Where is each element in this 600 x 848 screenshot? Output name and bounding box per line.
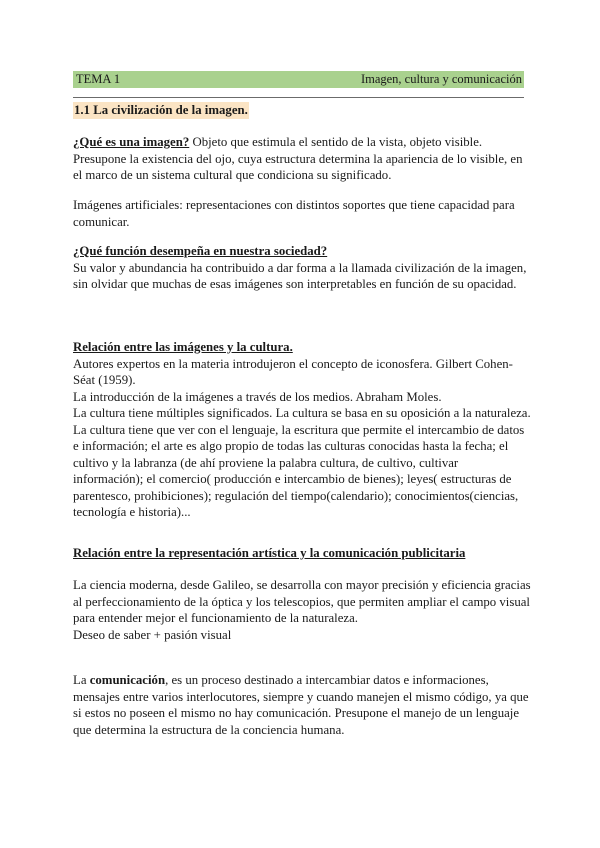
art-block bbox=[73, 577, 531, 643]
artificial-images-paragraph bbox=[73, 197, 531, 230]
answer-society-function: Su valor y abundancia ha contribuido a dar forma a la llamada civilización de la imagen, sin olvidar que muchas de esas imágenes son interpretables en función de su opacidad. bbox=[73, 260, 527, 291]
topic-title: Imagen, cultura y comunicación bbox=[360, 72, 522, 86]
question-society-function: ¿Qué función desempeña en nuestra sociedad? bbox=[73, 244, 328, 258]
artificial-images-text: Imágenes artificiales: representaciones con distintos soportes que tiene capacidad para comunicar. bbox=[73, 198, 515, 229]
art-paragraph-2: Deseo de saber + pasión visual bbox=[73, 627, 232, 642]
art-heading: Relación entre la representación artística y la comunicación publicitaria bbox=[73, 546, 466, 560]
society-function-block bbox=[73, 243, 531, 293]
culture-block bbox=[73, 339, 531, 521]
what-is-image-block bbox=[73, 134, 531, 184]
art-heading-block bbox=[73, 545, 531, 562]
header-bar bbox=[73, 71, 524, 88]
answer-what-is-image: Objeto que estimula el sentido de la vista, objeto visible. Presupone la existencia del ojo, cuya estructura determina la apariencia de lo visible, en el marco de un sistema cultural que condiciona su significado. bbox=[73, 135, 523, 182]
communication-intro: La bbox=[73, 673, 90, 687]
culture-paragraph-2: La introducción de la imágenes a través de los medios. Abraham Moles. bbox=[73, 389, 442, 404]
header-divider bbox=[73, 97, 524, 98]
section-title: 1.1 La civilización de la imagen. bbox=[74, 103, 248, 117]
culture-heading: Relación entre las imágenes y la cultura. bbox=[73, 340, 293, 354]
communication-term: comunicación bbox=[89, 673, 166, 687]
culture-paragraph-1: Autores expertos en la materia introdujeron el concepto de iconosfera. Gilbert Cohen-Séat (1959). bbox=[73, 356, 513, 387]
culture-paragraph-3: La cultura tiene múltiples significados. La cultura se basa en su oposición a la naturaleza. La cultura tiene que ver con el lenguaje, la escritura que permite el intercambio de datos e información; el arte es algo propio de todas las culturas conocidas hasta la fecha; el cultivo y la labranza (de ahí proviene la palabra cultura, de cultivo, cultivar información); el comercio( producción e intercambio de bienes); leyes( estructuras de parentesco, prohibiciones); regulación del tiempo(calendario); conocimientos(ciencias, tecnología e historia)... bbox=[73, 406, 531, 519]
topic-label: TEMA 1 bbox=[76, 72, 121, 86]
art-paragraph-1: La ciencia moderna, desde Galileo, se desarrolla con mayor precisión y eficiencia gracias al perfeccionamiento de la óptica y los telescopios, que permiten ampliar el campo visual para entender mejor el funcionamiento de la naturaleza. bbox=[73, 578, 531, 625]
question-what-is-image: ¿Qué es una imagen? bbox=[73, 135, 190, 149]
communication-block bbox=[73, 672, 531, 738]
communication-text: , es un proceso destinado a intercambiar datos e informaciones, mensajes entre varios interlocutores, siempre y cuando manejen el mismo código, ya que si estos no poseen el mismo no hay comunicación. Presupone el manejo de un lenguaje que determina la estructura de la conciencia humana. bbox=[73, 673, 529, 737]
